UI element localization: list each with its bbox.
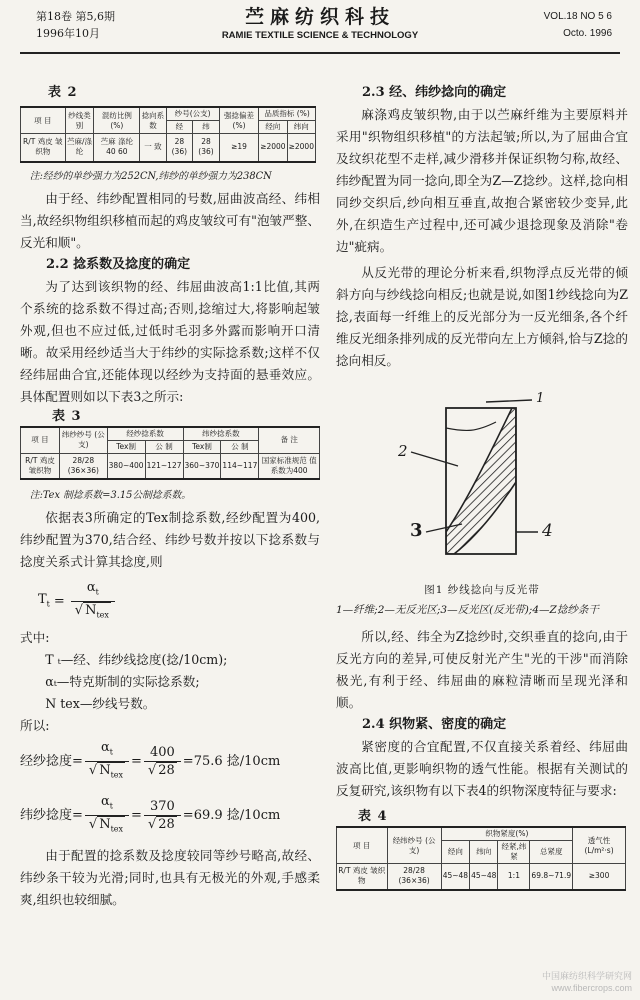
t2-h-strength: 强捻偏差 (%) — [219, 107, 258, 134]
weft-frac-1-num: $\alpha_t$ — [100, 793, 113, 811]
t3-h-weft-twist: 纬纱捻系数 — [183, 427, 259, 441]
t2-h-sf: 纬向 — [287, 121, 315, 134]
t2-h-item: 项 目 — [21, 107, 66, 134]
formula-where: 式中: — [20, 630, 50, 645]
t3-h-count: 纬纱纱号 (公支) — [59, 427, 107, 454]
section-2-3-heading: 2.3 经、纬纱捻向的确定 — [362, 85, 507, 100]
formula-denominator: √ $N_{tex}$ — [71, 601, 115, 625]
weft-numerator: 370 — [149, 798, 175, 814]
left-column — [20, 82, 320, 911]
warp-equals: = — [131, 754, 142, 769]
header-rule — [20, 52, 620, 54]
formula-equals: = — [53, 594, 65, 609]
t4-r-air: ≥300 — [573, 864, 626, 890]
weft-frac-1 — [85, 794, 129, 838]
table3-note: 注:Tex 制捻系数=3.15公制捻系数。 — [29, 490, 192, 501]
formula-numerator: $\alpha_t$ — [86, 579, 99, 597]
header-volume-cn — [36, 8, 115, 42]
t4-r-rel: 1:1 — [498, 864, 530, 890]
t3-h-warp-twist: 经纱捻系数 — [107, 427, 183, 441]
volume-cn: 第18卷 第5,6期 — [36, 10, 115, 23]
figure-1-legend: 1—纤维;2—无反光区;3—反光区(反光带);4—Z捻纱条干 — [336, 604, 599, 616]
t4-h-total: 总紧度 — [530, 841, 573, 864]
fig-label-2: 2 — [398, 442, 408, 460]
t4-r-count: 28/28 (36×36) — [387, 864, 441, 890]
table2-caption: 表 2 — [48, 85, 78, 100]
t2-r-yarn: 苎麻/涤纶 — [65, 134, 94, 162]
warp-denominator: 28 — [158, 762, 175, 778]
weft-equals: = — [131, 808, 142, 823]
right-para-4: 紧密度的合宜配置,不仅直接关系着经、纬屈曲波高比值,更影响织物的透气性能。根据有关测试的反复研究,该织物有以下表4的织物深度特征与要求: — [336, 739, 628, 798]
formula-twist — [38, 579, 320, 625]
figure-1 — [336, 392, 628, 570]
t4-h-warp: 经向 — [441, 841, 469, 864]
left-para-3: 依据表3所确定的Tex制捻系数,经纱配置为400,纬纱配置为370,结合经、纬纱号数并按以下捻系数与捻度关系式计算其捻度,则 — [20, 510, 320, 569]
t4-h-item: 项 目 — [337, 827, 388, 864]
fig-label-4: 4 — [542, 521, 553, 541]
warp-twist-result: =75.6 捻/10cm — [182, 754, 281, 769]
t3-h-tex-2: Tex制 — [183, 440, 221, 453]
figure-1-diagram — [336, 392, 628, 570]
right-para-1: 麻涤鸡皮皱织物,由于以苎麻纤维为主要原料并采用"织物组织移植"的方法起皱;所以,为了屈曲合宜及纹织花型不走样,减少滑移并保证织物匀称,故经、纬纱配置为同一捻向,即全为Z—Z捻纱。这样,捻向相同纱交织后,纱向相互垂直,故抱合紧密较少变异,此外,在织造生产过程中,还可减少退捻现象及消除"卷边"疵病。 — [336, 107, 628, 254]
left-para-1: 由于经、纬纱配置相同的号数,屈曲波高经、纬相当,故经织物组织移植而起的鸡皮皱纹可有"泡皱严整、反光和顺"。 — [20, 190, 320, 250]
fig-label-1: 1 — [536, 391, 545, 406]
t2-r-twist: 一 致 — [140, 134, 166, 162]
warp-frac-2 — [144, 745, 181, 780]
t4-r-warp: 45~48 — [441, 864, 469, 890]
t2-h-sw: 经向 — [259, 121, 287, 134]
weft-twist-formula — [20, 791, 320, 841]
t3-h-met-1: 公 制 — [145, 440, 183, 453]
t2-h-warp: 经 — [166, 121, 193, 134]
weft-frac-1-den: √ $N_{tex}$ — [85, 815, 129, 839]
t3-h-tex-1: Tex制 — [107, 440, 145, 453]
t4-r-weft: 45~48 — [470, 864, 498, 890]
definition-1: T ₜ—经、纬纱线捻度(捻/10cm); — [45, 652, 228, 667]
table-3 — [20, 426, 320, 481]
right-column — [336, 82, 628, 891]
t3-h-note: 备 注 — [259, 427, 320, 454]
t2-r-strength: ≥19 — [219, 134, 258, 162]
t2-r-item: R/T 鸡皮 皱织物 — [21, 134, 66, 162]
t4-h-air: 透气性 (L/m²·s) — [573, 827, 626, 864]
t3-r-wtex: 380~400 — [107, 453, 145, 479]
right-para-3: 所以,经、纬全为Z捻纱时,交织垂直的捻向,由于反光方向的差异,可使反射光产生"光的干涉"而消除极光,有利于经、纬屈曲的麻粒清晰而呈现光泽和顺。 — [336, 629, 628, 710]
t2-h-quality: 品质指标 (%) — [259, 107, 316, 121]
t2-h-count: 纱号(公支) — [166, 107, 219, 121]
formula-T: $T_t$ — [38, 591, 50, 609]
weft-twist-result: =69.9 捻/10cm — [182, 808, 281, 823]
warp-twist-label: 经纱捻度= — [20, 754, 83, 769]
warp-frac-1 — [85, 740, 129, 784]
watermark — [542, 970, 632, 994]
t3-r-fmet: 114~117 — [221, 453, 259, 479]
t4-h-count: 经纬纱号 (公支) — [387, 827, 441, 864]
left-para-2: 为了达到该织物的经、纬屈曲波高1:1比值,其两个系统的捻系数不得过高;否则,捻缩过大,将影响起皱外观,但也不应过低,过低时毛羽多外露而影响开口清晰。故采用经纱适当大于纬纱的实际捻系数;这样不仅经纬屈曲合宜,还能体现以经纱为支持面的悬垂效应。具体配置则如以下表3之所示: — [20, 278, 320, 404]
definition-2: αₜ—特克斯制的实际捻系数; — [45, 674, 200, 689]
table-2 — [20, 106, 316, 163]
t3-r-count: 28/28 (36×36) — [59, 453, 107, 479]
figure-1-caption: 图1 纱线捻向与反光带 — [424, 584, 540, 596]
so-label: 所以: — [20, 718, 50, 733]
table3-caption: 表 3 — [52, 408, 82, 424]
t3-h-item: 项 目 — [21, 427, 60, 454]
t2-h-yarn: 纱线类别 — [65, 107, 94, 134]
t3-r-item: R/T 鸡皮 皱织物 — [21, 453, 60, 479]
date-en: Octo. 1996 — [563, 28, 612, 39]
weft-denominator: 28 — [158, 816, 175, 832]
t2-r-comp: 苎麻 涤纶 40 60 — [94, 134, 140, 162]
leader-line-1 — [486, 400, 532, 402]
warp-frac-1-den: √ $N_{tex}$ — [85, 761, 129, 785]
t3-r-wmet: 121~127 — [145, 453, 183, 479]
warp-frac-2-den: √ 28 — [144, 761, 181, 780]
t2-h-comp: 混纺比例 (%) — [94, 107, 140, 134]
left-para-4: 由于配置的捻系数及捻度较同等纱号略高,故经、纬纱条干较为光滑;同时,也具有无极光的外观,手感柔爽,组织也较细腻。 — [20, 848, 320, 907]
t4-h-rel: 经紧,纬紧 — [498, 841, 530, 864]
weft-twist-label: 纬纱捻度= — [20, 808, 83, 823]
warp-twist-formula — [20, 737, 320, 787]
journal-title-en: RAMIE TEXTILE SCIENCE & TECHNOLOGY — [221, 30, 419, 41]
journal-title — [170, 5, 470, 43]
t2-h-twist: 捻向系数 — [140, 107, 166, 134]
table-4 — [336, 826, 626, 891]
section-2-2-heading: 2.2 捻系数及捻度的确定 — [46, 256, 191, 272]
t2-h-weft: 纬 — [193, 121, 220, 134]
t4-h-weft: 纬向 — [470, 841, 498, 864]
t4-r-item: R/T 鸡皮 皱织物 — [337, 864, 388, 890]
table4-caption: 表 4 — [358, 809, 388, 824]
t2-r-sw: ≥2000 — [259, 134, 287, 162]
section-2-4-heading: 2.4 织物紧、密度的确定 — [362, 717, 507, 732]
warp-frac-1-num: $\alpha_t$ — [100, 739, 113, 757]
fiber-curve — [446, 422, 496, 430]
t3-r-note: 国家标准规范 值系数为400 — [259, 453, 320, 479]
warp-numerator: 400 — [149, 744, 175, 760]
t2-r-sf: ≥2000 — [287, 134, 315, 162]
t3-r-ftex: 360~370 — [183, 453, 221, 479]
weft-frac-2 — [144, 799, 181, 834]
fig-label-3: 3 — [410, 520, 423, 541]
formula-fraction — [71, 580, 115, 624]
date-cn: 1996年10月 — [36, 27, 100, 40]
header-volume-en — [544, 8, 612, 42]
t3-h-met-2: 公 制 — [221, 440, 259, 453]
definition-3: N tex—纱线号数。 — [45, 696, 156, 711]
t2-r-weft: 28 (36) — [193, 134, 220, 162]
journal-title-cn: 苎麻纺织科技 — [244, 6, 395, 28]
t4-h-tightness: 织物紧度(%) — [441, 827, 572, 841]
weft-frac-2-den: √ 28 — [144, 815, 181, 834]
watermark-line-2: www.fibercrops.com — [551, 983, 632, 993]
t2-r-warp: 28 (36) — [166, 134, 193, 162]
watermark-line-1: 中国麻纺织科学研究网 — [541, 971, 632, 981]
table2-note: 注:经纱的单纱强力为252CN,纬纱的单纱强力为238CN — [29, 170, 272, 182]
volume-en: VOL.18 NO 5 6 — [543, 11, 612, 22]
leader-line-2 — [411, 452, 458, 466]
right-para-2: 从反光带的理论分析来看,织物浮点反光带的倾斜方向与纱线捻向相反;也就是说,如图1纱线捻向为Z捻,表面每一纤维上的反光部分为一反光细条,各个纤维反光细条排列成的反光带向左上方倾斜,恰与Z捻的捻向相反。 — [336, 265, 628, 368]
t4-r-total: 69.8~71.9 — [530, 864, 573, 890]
